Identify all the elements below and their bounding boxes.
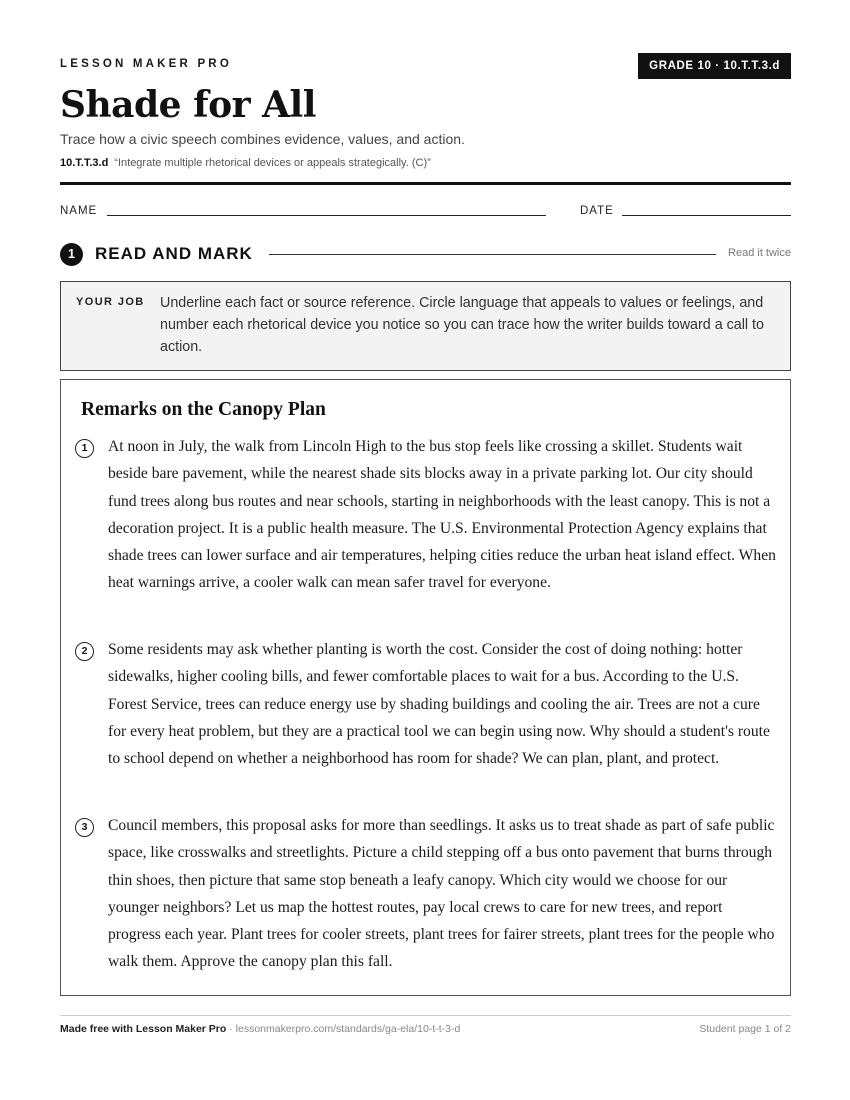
worksheet-page: [60, 0, 791, 1100]
date-label: DATE: [580, 205, 614, 217]
footer-divider: [60, 1015, 791, 1016]
instructions-label: YOUR JOB: [76, 296, 145, 308]
footer-made-with: Made free with Lesson Maker Pro: [60, 1023, 227, 1035]
header-divider: [60, 182, 791, 185]
name-field[interactable]: [107, 215, 546, 216]
instructions-box: [60, 281, 791, 371]
paragraph-number: 2: [75, 642, 94, 661]
standard-line: [60, 157, 431, 169]
passage-paragraph: [81, 433, 776, 597]
passage-box: [60, 379, 791, 996]
footer-url[interactable]: · lessonmakerpro.com/standards/ga-ela/10-t-t-3-d: [226, 1023, 461, 1035]
section-number-badge: 1: [60, 243, 83, 266]
instructions-text: Underline each fact or source reference. Circle language that appeals to values or feelings, and number each rhetorical device you notice so you can trace how the writer builds toward a call to action.: [160, 295, 764, 355]
paragraph-text: Council members, this proposal asks for more than seedlings. It asks us to treat shade as part of safe public space, like crosswalks and streetlights. Picture a child stepping off a bus onto pavement that burns through thin shoes, then picture that same stop beneath a leafy canopy. Which city would we choose for our younger neighbors? Let us map the hottest routes, pay local crews to care for new trees, and report progress each year. Plant trees for cooler streets, plant trees for fairer streets, plant trees for the people who walk them. Approve the canopy plan this fall.: [108, 817, 775, 971]
standard-code: 10.T.T.3.d: [60, 157, 109, 169]
page-subtitle: Trace how a civic speech combines evidence, values, and action.: [60, 131, 465, 147]
passage-title: Remarks on the Canopy Plan: [81, 399, 326, 420]
name-label: NAME: [60, 205, 98, 217]
grade-badge: GRADE 10 · 10.T.T.3.d: [638, 53, 791, 79]
passage-paragraph: [81, 812, 776, 976]
footer-credit: [60, 1023, 460, 1035]
paragraph-number: 1: [75, 439, 94, 458]
footer-page-number: Student page 1 of 2: [699, 1023, 791, 1035]
standard-description: “Integrate multiple rhetorical devices or appeals strategically. (C)”: [114, 157, 431, 169]
passage-paragraph: [81, 636, 776, 772]
page-title: Shade for All: [60, 84, 316, 126]
section-divider: [269, 254, 716, 255]
paragraph-text: Some residents may ask whether planting is worth the cost. Consider the cost of doing nothing: hotter sidewalks, higher cooling bills, and fewer comfortable places to wait for a bus. According to the U.S. Forest Service, trees can reduce energy use by shading buildings and cooling the air. Trees are not a cure for every heat problem, but they are a practical tool we can begin using now. Why should a student's route to school depend on whether a neighborhood has room for shade? We can plan, plant, and protect.: [108, 641, 770, 768]
date-field[interactable]: [622, 215, 791, 216]
paragraph-number: 3: [75, 818, 94, 837]
paragraph-text: At noon in July, the walk from Lincoln High to the bus stop feels like crossing a skillet. Students wait beside bare pavement, while the nearest shade sits blocks away in a private parking lot. Our city should fund trees along bus routes and near schools, starting in neighborhoods with the least canopy. This is not a decoration project. It is a public health measure. The U.S. Environmental Protection Agency explains that shade trees can lower surface and air temperatures, helping cities reduce the urban heat island effect. When heat warnings arrive, a cooler walk can mean safer travel for everyone.: [108, 438, 776, 592]
brand-name: LESSON MAKER PRO: [60, 58, 232, 70]
section-title: READ AND MARK: [95, 244, 253, 263]
section-note: Read it twice: [728, 247, 791, 259]
